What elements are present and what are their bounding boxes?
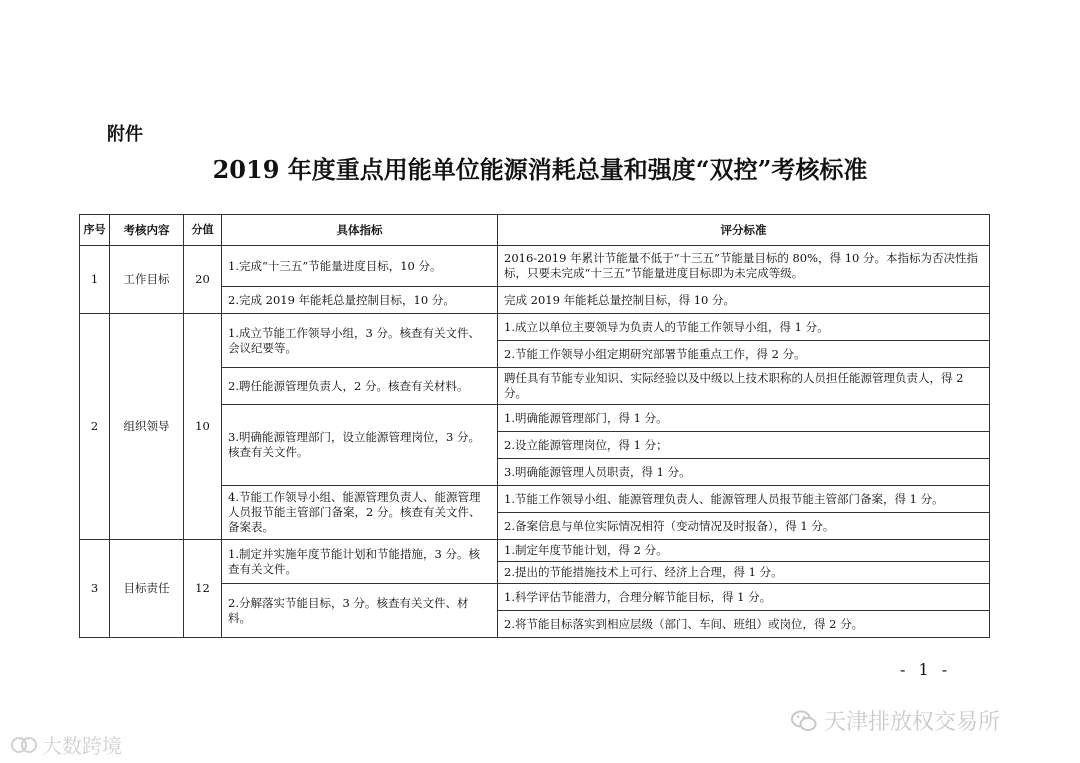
wechat-icon bbox=[790, 709, 818, 733]
indicator-cell: 1.成立节能工作领导小组，3 分。核查有关文件、会议纪要等。 bbox=[222, 314, 498, 368]
criteria-cell: 3.明确能源管理人员职责，得 1 分。 bbox=[498, 459, 990, 486]
criteria-cell: 1.成立以单位主要领导为负责人的节能工作领导小组，得 1 分。 bbox=[498, 314, 990, 341]
brand-logo-icon bbox=[10, 733, 38, 757]
header-score: 分值 bbox=[184, 215, 222, 246]
header-seq: 序号 bbox=[80, 215, 110, 246]
section-score: 12 bbox=[184, 540, 222, 638]
criteria-cell: 2.备案信息与单位实际情况相符（变动情况及时报备），得 1 分。 bbox=[498, 513, 990, 540]
table-header-row bbox=[80, 215, 990, 246]
indicator-cell: 2.聘任能源管理负责人，2 分。核查有关材料。 bbox=[222, 368, 498, 405]
section-content: 目标责任 bbox=[110, 540, 184, 638]
criteria-cell: 1.制定年度节能计划，得 2 分。 bbox=[498, 540, 990, 562]
indicator-cell: 4.节能工作领导小组、能源管理负责人、能源管理人员报节能主管部门备案，2 分。核查有关文件、备案表。 bbox=[222, 486, 498, 540]
watermark-left-text: 大数跨境 bbox=[42, 734, 122, 758]
assessment-table bbox=[79, 214, 990, 638]
header-content: 考核内容 bbox=[110, 215, 184, 246]
criteria-cell: 1.节能工作领导小组、能源管理负责人、能源管理人员报节能主管部门备案，得 1 分。 bbox=[498, 486, 990, 513]
watermark-right-text: 天津排放权交易所 bbox=[824, 710, 1001, 735]
section-content: 组织领导 bbox=[110, 314, 184, 540]
section-score: 10 bbox=[184, 314, 222, 540]
section-score: 20 bbox=[184, 246, 222, 314]
criteria-cell: 完成 2019 年能耗总量控制目标，得 10 分。 bbox=[498, 287, 990, 314]
indicator-cell: 1.制定并实施年度节能计划和节能措施，3 分。核查有关文件。 bbox=[222, 540, 498, 584]
attachment-label: 附件 bbox=[107, 124, 143, 145]
section-content: 工作目标 bbox=[110, 246, 184, 314]
section-seq: 3 bbox=[80, 540, 110, 638]
criteria-cell: 2.设立能源管理岗位，得 1 分； bbox=[498, 432, 990, 459]
watermark-right bbox=[790, 705, 1000, 736]
criteria-cell: 1.科学评估节能潜力，合理分解节能目标，得 1 分。 bbox=[498, 584, 990, 611]
criteria-cell: 聘任具有节能专业知识、实际经验以及中级以上技术职称的人员担任能源管理负责人，得 2 分。 bbox=[498, 368, 990, 405]
document-title: 2019 年度重点用能单位能源消耗总量和强度“双控”考核标准 bbox=[212, 155, 868, 184]
criteria-cell: 2016-2019 年累计节能量不低于“十三五”节能量目标的 80%，得 10 分。本指标为否决性指标，只要未完成“十三五”节能量进度目标即为未完成等级。 bbox=[498, 246, 990, 287]
indicator-cell: 2.分解落实节能目标，3 分。核查有关文件、材料。 bbox=[222, 584, 498, 638]
watermark-left bbox=[10, 730, 122, 759]
indicator-cell: 3.明确能源管理部门，设立能源管理岗位，3 分。核查有关文件。 bbox=[222, 405, 498, 486]
table-row bbox=[80, 314, 990, 341]
criteria-cell: 2.提出的节能措施技术上可行、经济上合理，得 1 分。 bbox=[498, 562, 990, 584]
indicator-cell: 2.完成 2019 年能耗总量控制目标，10 分。 bbox=[222, 287, 498, 314]
section-seq: 2 bbox=[80, 314, 110, 540]
table-row bbox=[80, 246, 990, 287]
header-indicator: 具体指标 bbox=[222, 215, 498, 246]
page-number: - 1 - bbox=[900, 660, 952, 679]
section-seq: 1 bbox=[80, 246, 110, 314]
criteria-cell: 1.明确能源管理部门，得 1 分。 bbox=[498, 405, 990, 432]
criteria-cell: 2.将节能目标落实到相应层级（部门、车间、班组）或岗位，得 2 分。 bbox=[498, 611, 990, 638]
header-criteria: 评分标准 bbox=[498, 215, 990, 246]
criteria-cell: 2.节能工作领导小组定期研究部署节能重点工作，得 2 分。 bbox=[498, 341, 990, 368]
table-row bbox=[80, 540, 990, 562]
indicator-cell: 1.完成“十三五”节能量进度目标，10 分。 bbox=[222, 246, 498, 287]
